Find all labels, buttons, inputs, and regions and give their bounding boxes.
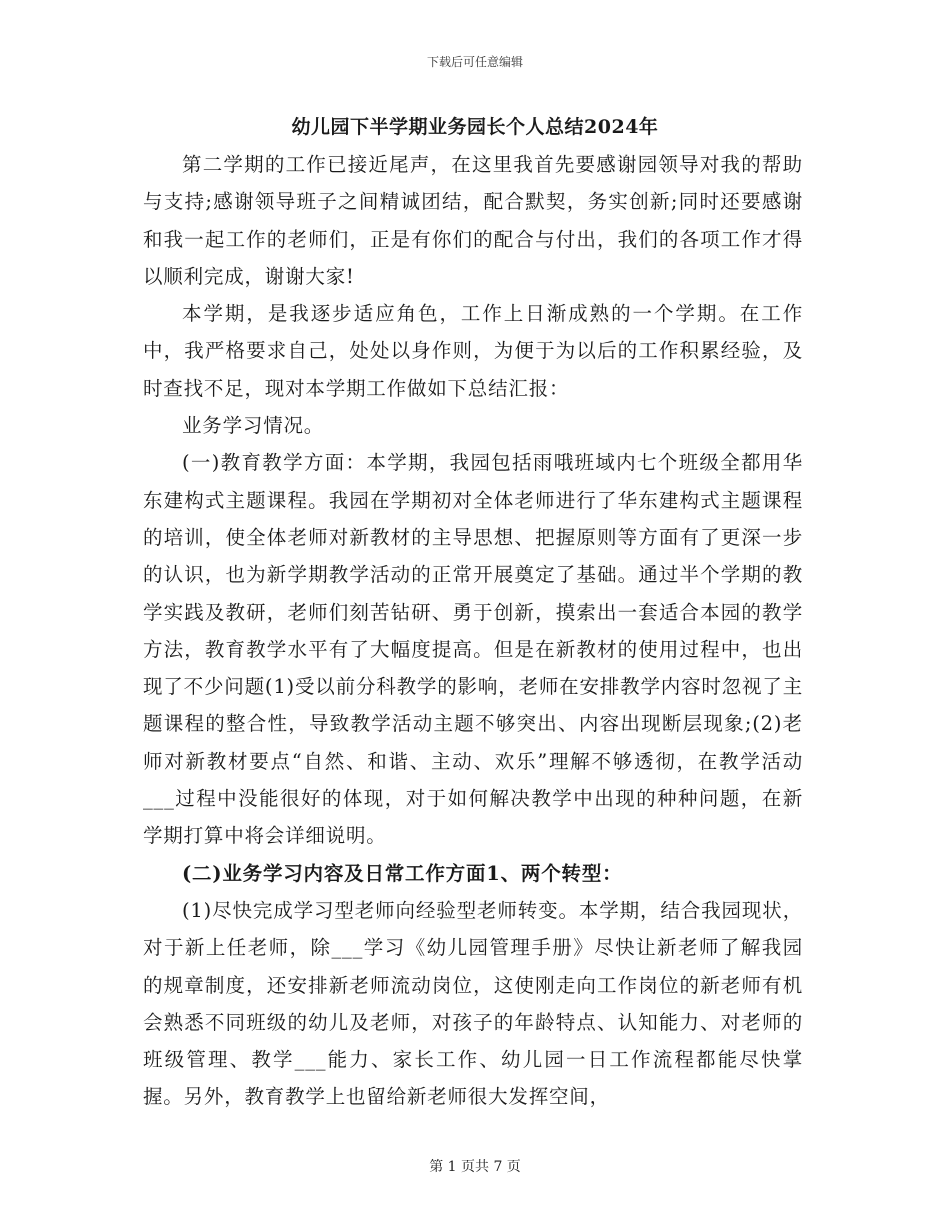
section-heading-business: (二)业务学习内容及日常工作方面1、两个转型： bbox=[182, 861, 623, 885]
paragraph-teaching: (一)教育教学方面：本学期，我园包括雨哦班域内七个班级全都用华东建构式主题课程。我园在学期初对全体老师进行了华东建构式主题课程的培训，使全体老师对新教材的主导思想、把握原则等方面有了更深一步的认识，也为新学期教学活动的正常开展奠定了基础。通过半个学期的教学实践及教研，老师们刻苦钻研、勇于创新，摸索出一套适合本园的教学方法，教育教学水平有了大幅度提高。但是在新教材的使用过程中，也出现了不少问题(1)受以前分科教学的影响，老师在安排教学内容时忽视了主题课程的整合性，导致教学活动主题不够突出、内容出现断层现象;(2)老师对新教材要点“自然、和谐、主动、欢乐”理解不够透彻，在教学活动___过程中没能很好的体现，对于如何解决教学中出现的种种问题，在新学期打算中将会详细说明。 bbox=[143, 451, 803, 848]
document-title: 幼儿园下半学期业务园长个人总结2024年 bbox=[291, 116, 659, 138]
page-footer: 第 1 页共 7 页 bbox=[429, 1159, 521, 1175]
paragraph-intro: 第二学期的工作已接近尾声，在这里我首先要感谢园领导对我的帮助与支持;感谢领导班子之间精诚团结，配合默契，务实创新;同时还要感谢和我一起工作的老师们，正是有你们的配合与付出，我们的各项工作才得以顺利完成，谢谢大家! bbox=[143, 153, 803, 288]
paragraph-semester: 本学期，是我逐步适应角色，工作上日渐成熟的一个学期。在工作中，我严格要求自己，处处以身作则，为便于为以后的工作积累经验，及时查找不足，现对本学期工作做如下总结汇报： bbox=[143, 302, 803, 400]
document-body bbox=[143, 146, 803, 1116]
paragraph-study-heading: 业务学习情况。 bbox=[182, 414, 325, 438]
header-note: 下载后可任意编辑 bbox=[426, 55, 523, 69]
paragraph-transition: (1)尽快完成学习型老师向经验型老师转变。本学期，结合我园现状，对于新上任老师，除___学习《幼儿园管理手册》尽快让新老师了解我园的规章制度，还安排新老师流动岗位，这使刚走向工作岗位的新老师有机会熟悉不同班级的幼儿及老师，对孩子的年龄特点、认知能力、对老师的班级管理、教学___能力、家长工作、幼儿园一日工作流程都能尽快掌握。另外，教育教学上也留给新老师很大发挥空间， bbox=[143, 898, 803, 1109]
